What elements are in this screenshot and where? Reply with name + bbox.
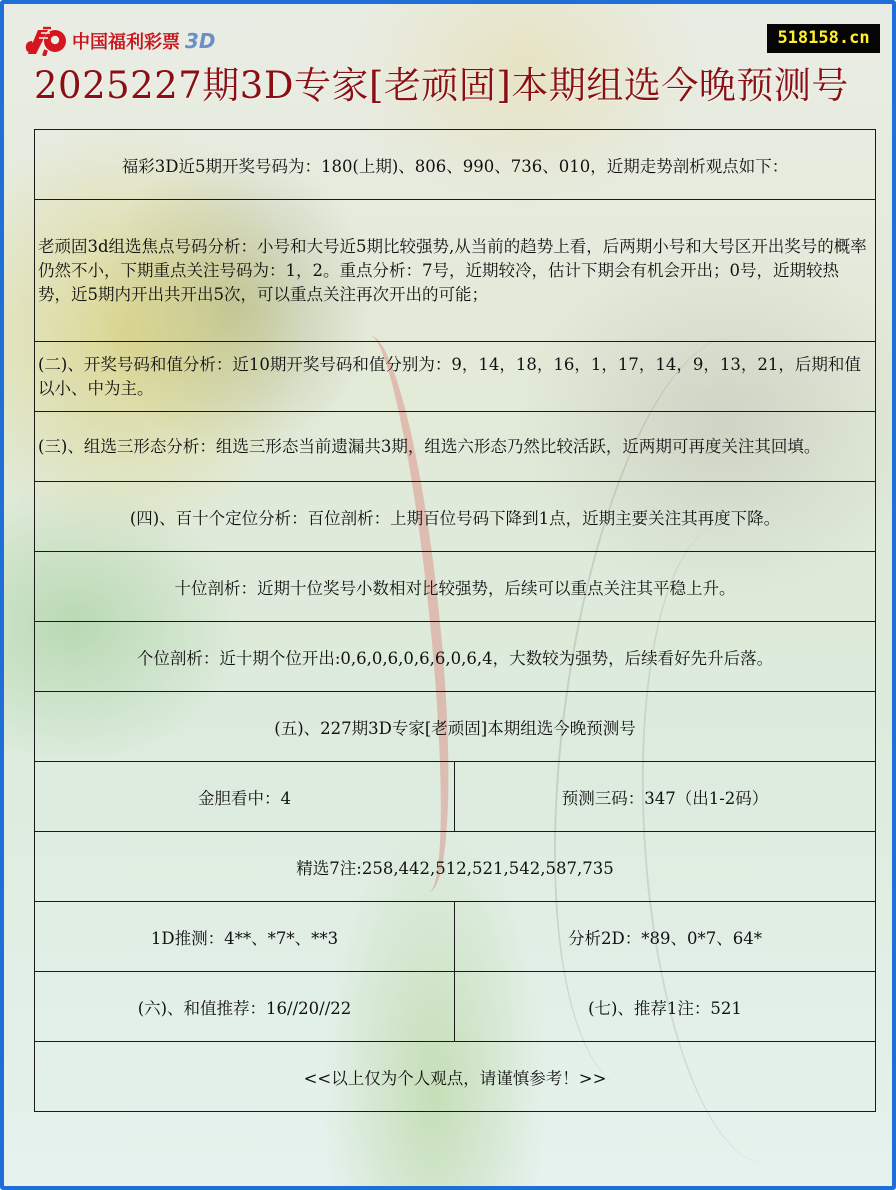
sum-value-analysis: (二)、开奖号码和值分析：近10期开奖号码和值分别为：9，14，18，16，1，17，14，9，13，21，后期和值以小、中为主。 — [35, 342, 876, 412]
two-d-analysis-cell: 分析2D：*89、0*7、64* — [455, 902, 876, 972]
table-row — [35, 762, 876, 832]
cwl-logo — [24, 26, 216, 56]
intro-cell: 福彩3D近5期开奖号码为：180(上期)、806、990、736、010，近期走势剖析观点如下： — [35, 130, 876, 200]
recommend-one-cell: (七)、推荐1注：521 — [455, 972, 876, 1042]
group-three-analysis: (三)、组选三形态分析：组选三形态当前遗漏共3期，组选六形态乃然比较活跃，近两期可再度关注其回填。 — [35, 412, 876, 482]
disclaimer-cell: <<以上仅为个人观点，请谨慎参考！>> — [35, 1042, 876, 1112]
table-row — [35, 902, 876, 972]
table-row — [35, 832, 876, 902]
cwl-lottery-logo-icon — [24, 26, 68, 56]
table-row — [35, 1042, 876, 1112]
logo-text: 中国福利彩票 — [72, 32, 180, 53]
selected-seven-cell: 精选7注:258,442,512,521,542,587,735 — [35, 832, 876, 902]
table-row — [35, 482, 876, 552]
table-row — [35, 552, 876, 622]
table-row — [35, 692, 876, 762]
analysis-table — [34, 129, 876, 1112]
three-codes-cell: 预测三码：347（出1-2码） — [455, 762, 876, 832]
table-row — [35, 622, 876, 692]
units-position-analysis: 个位剖析：近十期个位开出:0,6,0,6,0,6,6,0,6,4，大数较为强势，后续看好先升后落。 — [35, 622, 876, 692]
one-d-prediction-cell: 1D推测：4**、*7*、**3 — [35, 902, 455, 972]
table-row — [35, 200, 876, 342]
golden-bile-cell: 金胆看中：4 — [35, 762, 455, 832]
table-row — [35, 130, 876, 200]
tens-position-analysis: 十位剖析：近期十位奖号小数相对比较强势，后续可以重点关注其平稳上升。 — [35, 552, 876, 622]
page-title: 2025227期3D专家[老顽固]本期组选今晚预测号 — [34, 64, 849, 107]
table-row — [35, 342, 876, 412]
logo-3d-suffix: 3D — [185, 29, 216, 53]
site-badge[interactable]: 518158.cn — [767, 24, 880, 53]
sum-recommend-cell: (六)、和值推荐：16//20//22 — [35, 972, 455, 1042]
focus-number-analysis: 老顽固3d组选焦点号码分析：小号和大号近5期比较强势,从当前的趋势上看，后两期小号和大号区开出奖号的概率仍然不小，下期重点关注号码为：1，2。重点分析：7号，近期较冷，估计下期会有机会开出；0号，近期较热势，近5期内开出共开出5次，可以重点关注再次开出的可能； — [35, 200, 876, 342]
table-row — [35, 972, 876, 1042]
table-row — [35, 412, 876, 482]
prediction-heading: (五)、227期3D专家[老顽固]本期组选今晚预测号 — [35, 692, 876, 762]
hundreds-position-analysis: (四)、百十个定位分析：百位剖析：上期百位号码下降到1点，近期主要关注其再度下降。 — [35, 482, 876, 552]
